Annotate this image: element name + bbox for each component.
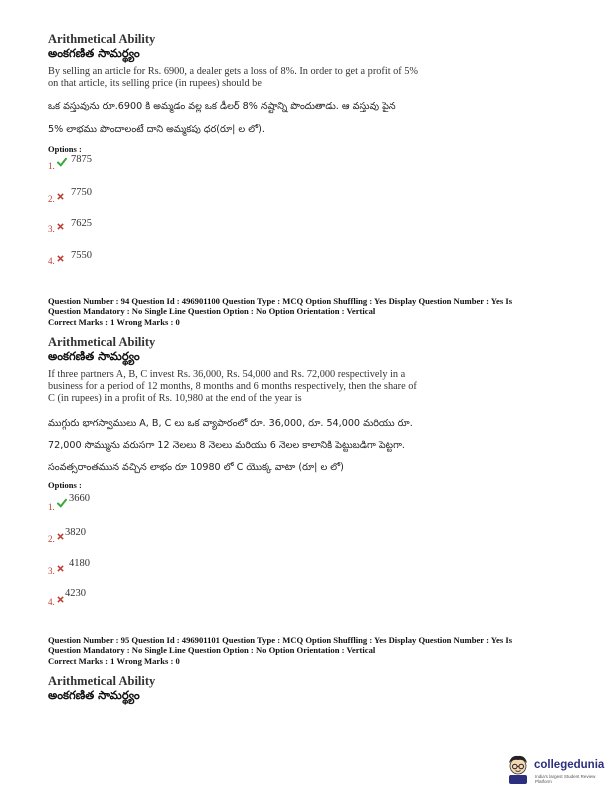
question-meta-line: Question Number : 95 Question Id : 496901101 Question Type : MCQ Option Shuffling : Yes Display Question Number : Yes Is [48, 635, 513, 645]
correct-check-icon [57, 157, 67, 167]
question-text-line: business for a period of 12 months, 8 months and 6 months respectively, then the share of [48, 381, 417, 392]
wrong-cross-icon [57, 223, 64, 230]
section-title: Arithmetical Ability [48, 335, 156, 349]
wrong-cross-icon [57, 533, 64, 540]
section-title: Arithmetical Ability [48, 32, 156, 46]
wrong-cross-icon [57, 596, 64, 603]
option-value: 7625 [71, 218, 92, 229]
option-value: 7750 [71, 187, 92, 198]
logo-tagline: India's largest Student Review Platform [535, 774, 596, 784]
question-text-line: C (in rupees) in a profit of Rs. 10,980 at the end of the year is [48, 393, 302, 404]
option-value: 4230 [65, 588, 86, 599]
option-value: 4180 [69, 558, 90, 569]
collegedunia-logo[interactable] [505, 752, 609, 786]
option-value: 3660 [69, 493, 90, 504]
question-text-telugu-line: సంవత్సరాంతమున వచ్చిన లాభం రూ 10980 లో C యొక్క వాటా (రూ| ల లో) [48, 462, 344, 473]
section-title-telugu: అంకగణిత సామర్థ్యం [48, 349, 140, 363]
question-text-telugu-line: 72,000 సొమ్మును వరుసగా 12 నెలలు 8 నెలలు మరియు 6 నెలల కాలానికి పెట్టుబడిగా పెట్టగా. [48, 440, 405, 451]
option-number: 1. [48, 161, 55, 171]
question-text-line: on that article, its selling price (in rupees) should be [48, 78, 262, 89]
wrong-cross-icon [57, 565, 64, 572]
section-title: Arithmetical Ability [48, 674, 156, 688]
option-number: 2. [48, 194, 55, 204]
question-meta-line: Question Mandatory : No Single Line Question Option : No Option Orientation : Vertical [48, 645, 376, 655]
options-label: Options : [48, 480, 82, 490]
question-meta-line: Correct Marks : 1 Wrong Marks : 0 [48, 317, 180, 327]
section-title-telugu: అంకగణిత సామర్థ్యం [48, 688, 140, 702]
correct-check-icon [57, 498, 67, 508]
option-value: 7875 [71, 154, 92, 165]
question-meta-line: Question Number : 94 Question Id : 496901100 Question Type : MCQ Option Shuffling : Yes Display Question Number : Yes Is [48, 296, 513, 306]
question-text-line: By selling an article for Rs. 6900, a dealer gets a loss of 8%. In order to get a profit of 5% [48, 66, 419, 77]
question-text-telugu-line: ముగ్గురు భాగస్వాములు A, B, C లు ఒక వ్యాపారంలో రూ. 36,000, రూ. 54,000 మరియు రూ. [48, 418, 413, 429]
option-number: 3. [48, 566, 55, 576]
wrong-cross-icon [57, 255, 64, 262]
question-text-telugu-line: ఒక వస్తువును రూ.6900 కి అమ్మడం వల్ల ఒక డీలర్ 8% నష్టాన్ని పొందుతాడు. ఆ వస్తువు పైన [48, 101, 396, 112]
logo-name: collegedunia [534, 759, 605, 771]
option-value: 7550 [71, 250, 92, 261]
option-number: 1. [48, 502, 55, 512]
option-number: 4. [48, 597, 55, 607]
wrong-cross-icon [57, 193, 64, 200]
option-number: 3. [48, 224, 55, 234]
question-text-telugu-line: 5% లాభము పొందాలంటే దాని అమ్మకపు ధర(రూ| ల లో). [48, 124, 265, 135]
option-number: 2. [48, 534, 55, 544]
option-value: 3820 [65, 527, 86, 538]
question-meta-line: Question Mandatory : No Single Line Question Option : No Option Orientation : Vertical [48, 306, 376, 316]
question-meta-line: Correct Marks : 1 Wrong Marks : 0 [48, 656, 180, 666]
option-number: 4. [48, 256, 55, 266]
section-title-telugu: అంకగణిత సామర్థ్యం [48, 46, 140, 60]
options-label: Options : [48, 144, 82, 154]
mascot-icon [505, 754, 531, 784]
question-text-line: If three partners A, B, C invest Rs. 36,000, Rs. 54,000 and Rs. 72,000 respectively in a [48, 369, 406, 380]
